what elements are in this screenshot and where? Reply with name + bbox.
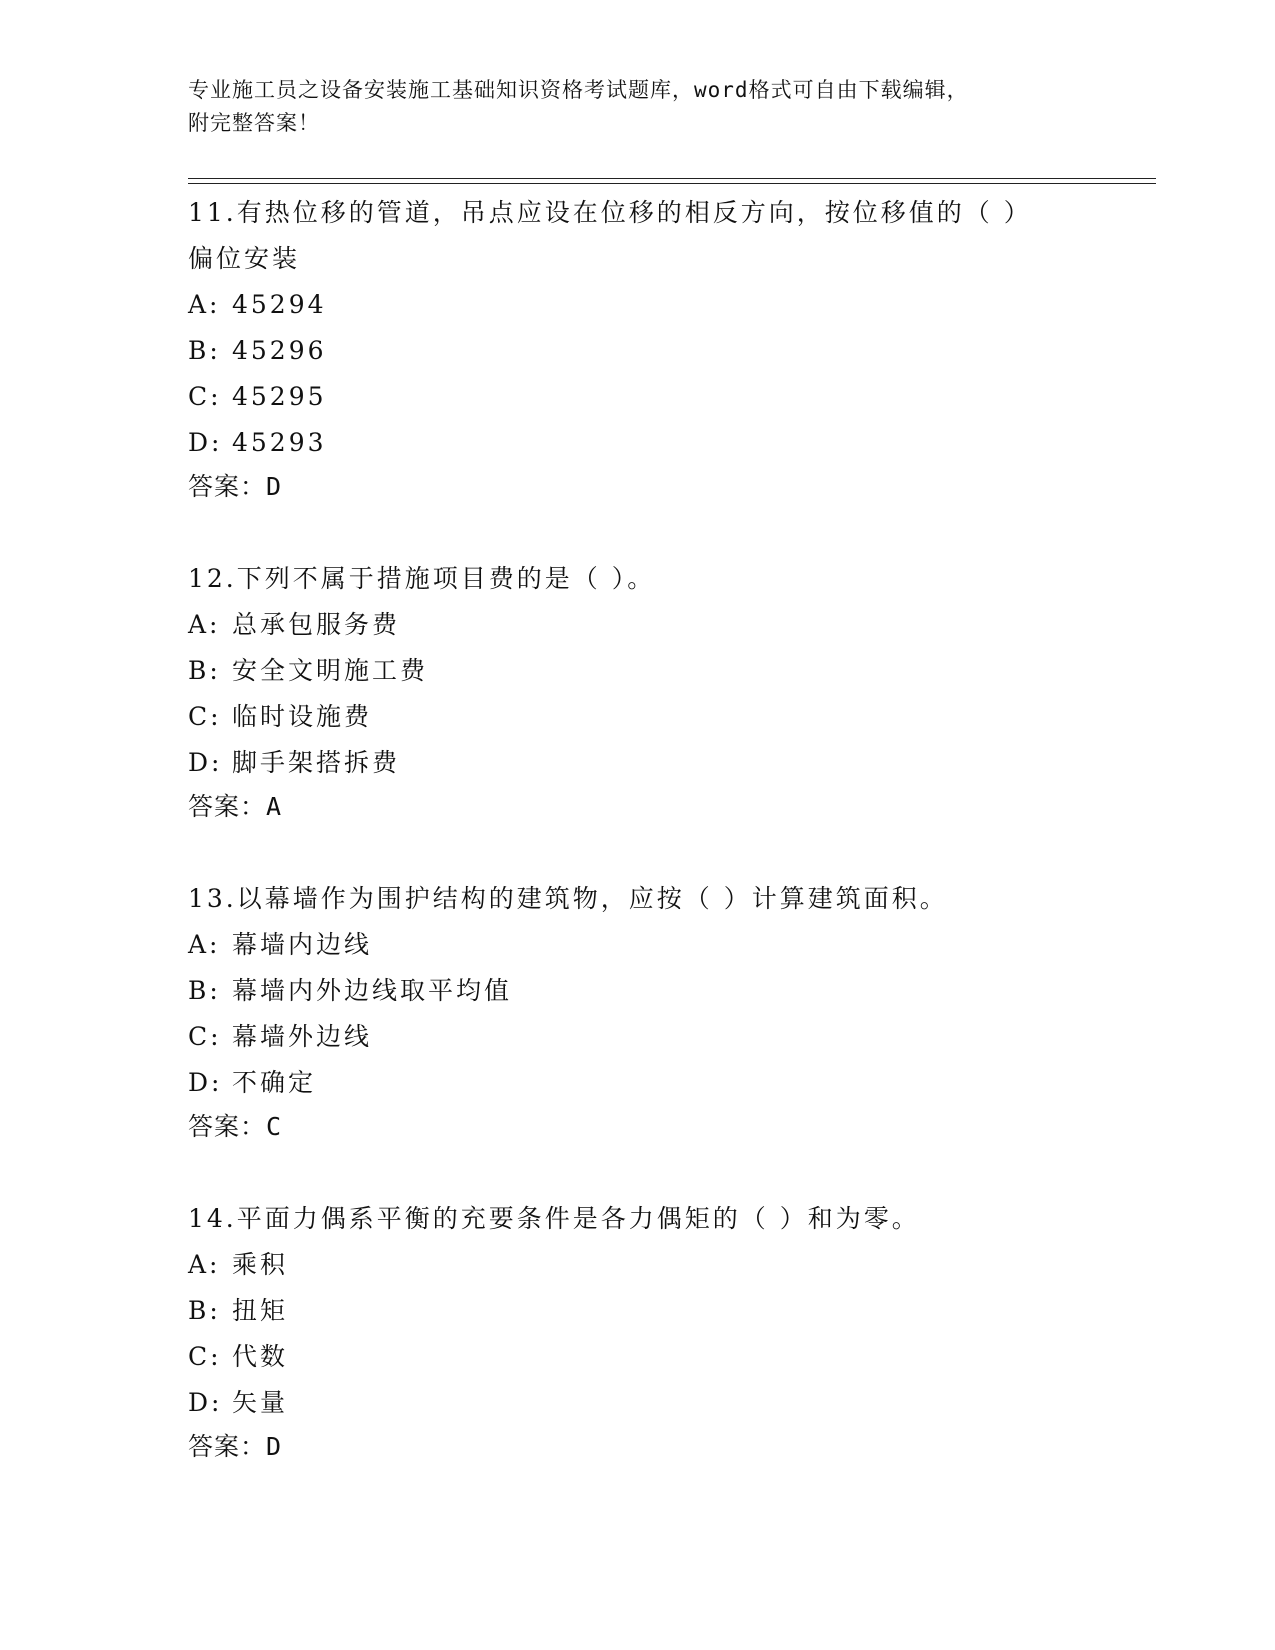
question-stem: 14.平面力偶系平衡的充要条件是各力偶矩的（ ）和为零。	[188, 1204, 920, 1233]
option-a	[188, 1242, 1088, 1288]
option-d	[188, 740, 1088, 786]
option-c	[188, 374, 1088, 420]
option-text: 临时设施费	[232, 702, 373, 731]
option-b	[188, 968, 1088, 1014]
option-a	[188, 602, 1088, 648]
header-line-2: 附完整答案！	[188, 111, 320, 135]
option-text: 45294	[232, 290, 327, 319]
header-line-1: 专业施工员之设备安装施工基础知识资格考试题库，word格式可自由下载编辑，	[188, 78, 969, 102]
option-letter: B:	[188, 656, 221, 685]
option-text: 总承包服务费	[232, 610, 401, 639]
option-a	[188, 282, 1088, 328]
question-14	[188, 1196, 1088, 1468]
question-list	[188, 190, 1088, 1516]
question-13	[188, 876, 1088, 1148]
option-text: 不确定	[232, 1068, 317, 1097]
question-11	[188, 190, 1088, 508]
option-letter: C:	[188, 382, 222, 411]
option-b	[188, 328, 1088, 374]
option-letter: D:	[188, 1068, 223, 1097]
answer-line: 答案：D	[188, 1432, 283, 1461]
question-stem: 13.以幕墙作为围护结构的建筑物，应按（ ）计算建筑面积。	[188, 884, 948, 913]
option-letter: D:	[188, 748, 223, 777]
option-c	[188, 694, 1088, 740]
option-text: 矢量	[232, 1388, 289, 1417]
option-text: 幕墙外边线	[232, 1022, 373, 1051]
option-d	[188, 420, 1088, 466]
question-stem: 11.有热位移的管道，吊点应设在位移的相反方向，按位移值的（ ）	[188, 198, 1032, 227]
answer-line: 答案：A	[188, 792, 283, 821]
option-letter: B:	[188, 1296, 221, 1325]
option-b	[188, 1288, 1088, 1334]
option-d	[188, 1060, 1088, 1106]
option-c	[188, 1334, 1088, 1380]
option-letter: A:	[188, 1250, 221, 1279]
document-header	[188, 74, 1068, 140]
option-text: 幕墙内边线	[232, 930, 373, 959]
option-letter: A:	[188, 930, 221, 959]
option-letter: B:	[188, 336, 221, 365]
option-text: 脚手架搭拆费	[232, 748, 401, 777]
answer-line: 答案：D	[188, 472, 283, 501]
question-12	[188, 556, 1088, 828]
answer-line: 答案：C	[188, 1112, 283, 1141]
header-rule-bottom	[188, 183, 1156, 184]
option-a	[188, 922, 1088, 968]
option-text: 安全文明施工费	[232, 656, 429, 685]
option-text: 幕墙内外边线取平均值	[232, 976, 513, 1005]
option-text: 45295	[232, 382, 327, 411]
option-letter: A:	[188, 610, 221, 639]
option-d	[188, 1380, 1088, 1426]
option-letter: C:	[188, 1342, 222, 1371]
option-letter: D:	[188, 428, 223, 457]
option-letter: A:	[188, 290, 221, 319]
option-letter: B:	[188, 976, 221, 1005]
option-letter: C:	[188, 1022, 222, 1051]
option-text: 扭矩	[232, 1296, 289, 1325]
question-stem: 12.下列不属于措施项目费的是（ ）。	[188, 564, 656, 593]
option-text: 45293	[232, 428, 327, 457]
option-b	[188, 648, 1088, 694]
option-letter: C:	[188, 702, 222, 731]
option-text: 代数	[232, 1342, 289, 1371]
option-c	[188, 1014, 1088, 1060]
option-letter: D:	[188, 1388, 223, 1417]
option-text: 乘积	[232, 1250, 289, 1279]
option-text: 45296	[232, 336, 327, 365]
question-stem-continued: 偏位安装	[188, 244, 301, 273]
header-rule-top	[188, 178, 1156, 179]
